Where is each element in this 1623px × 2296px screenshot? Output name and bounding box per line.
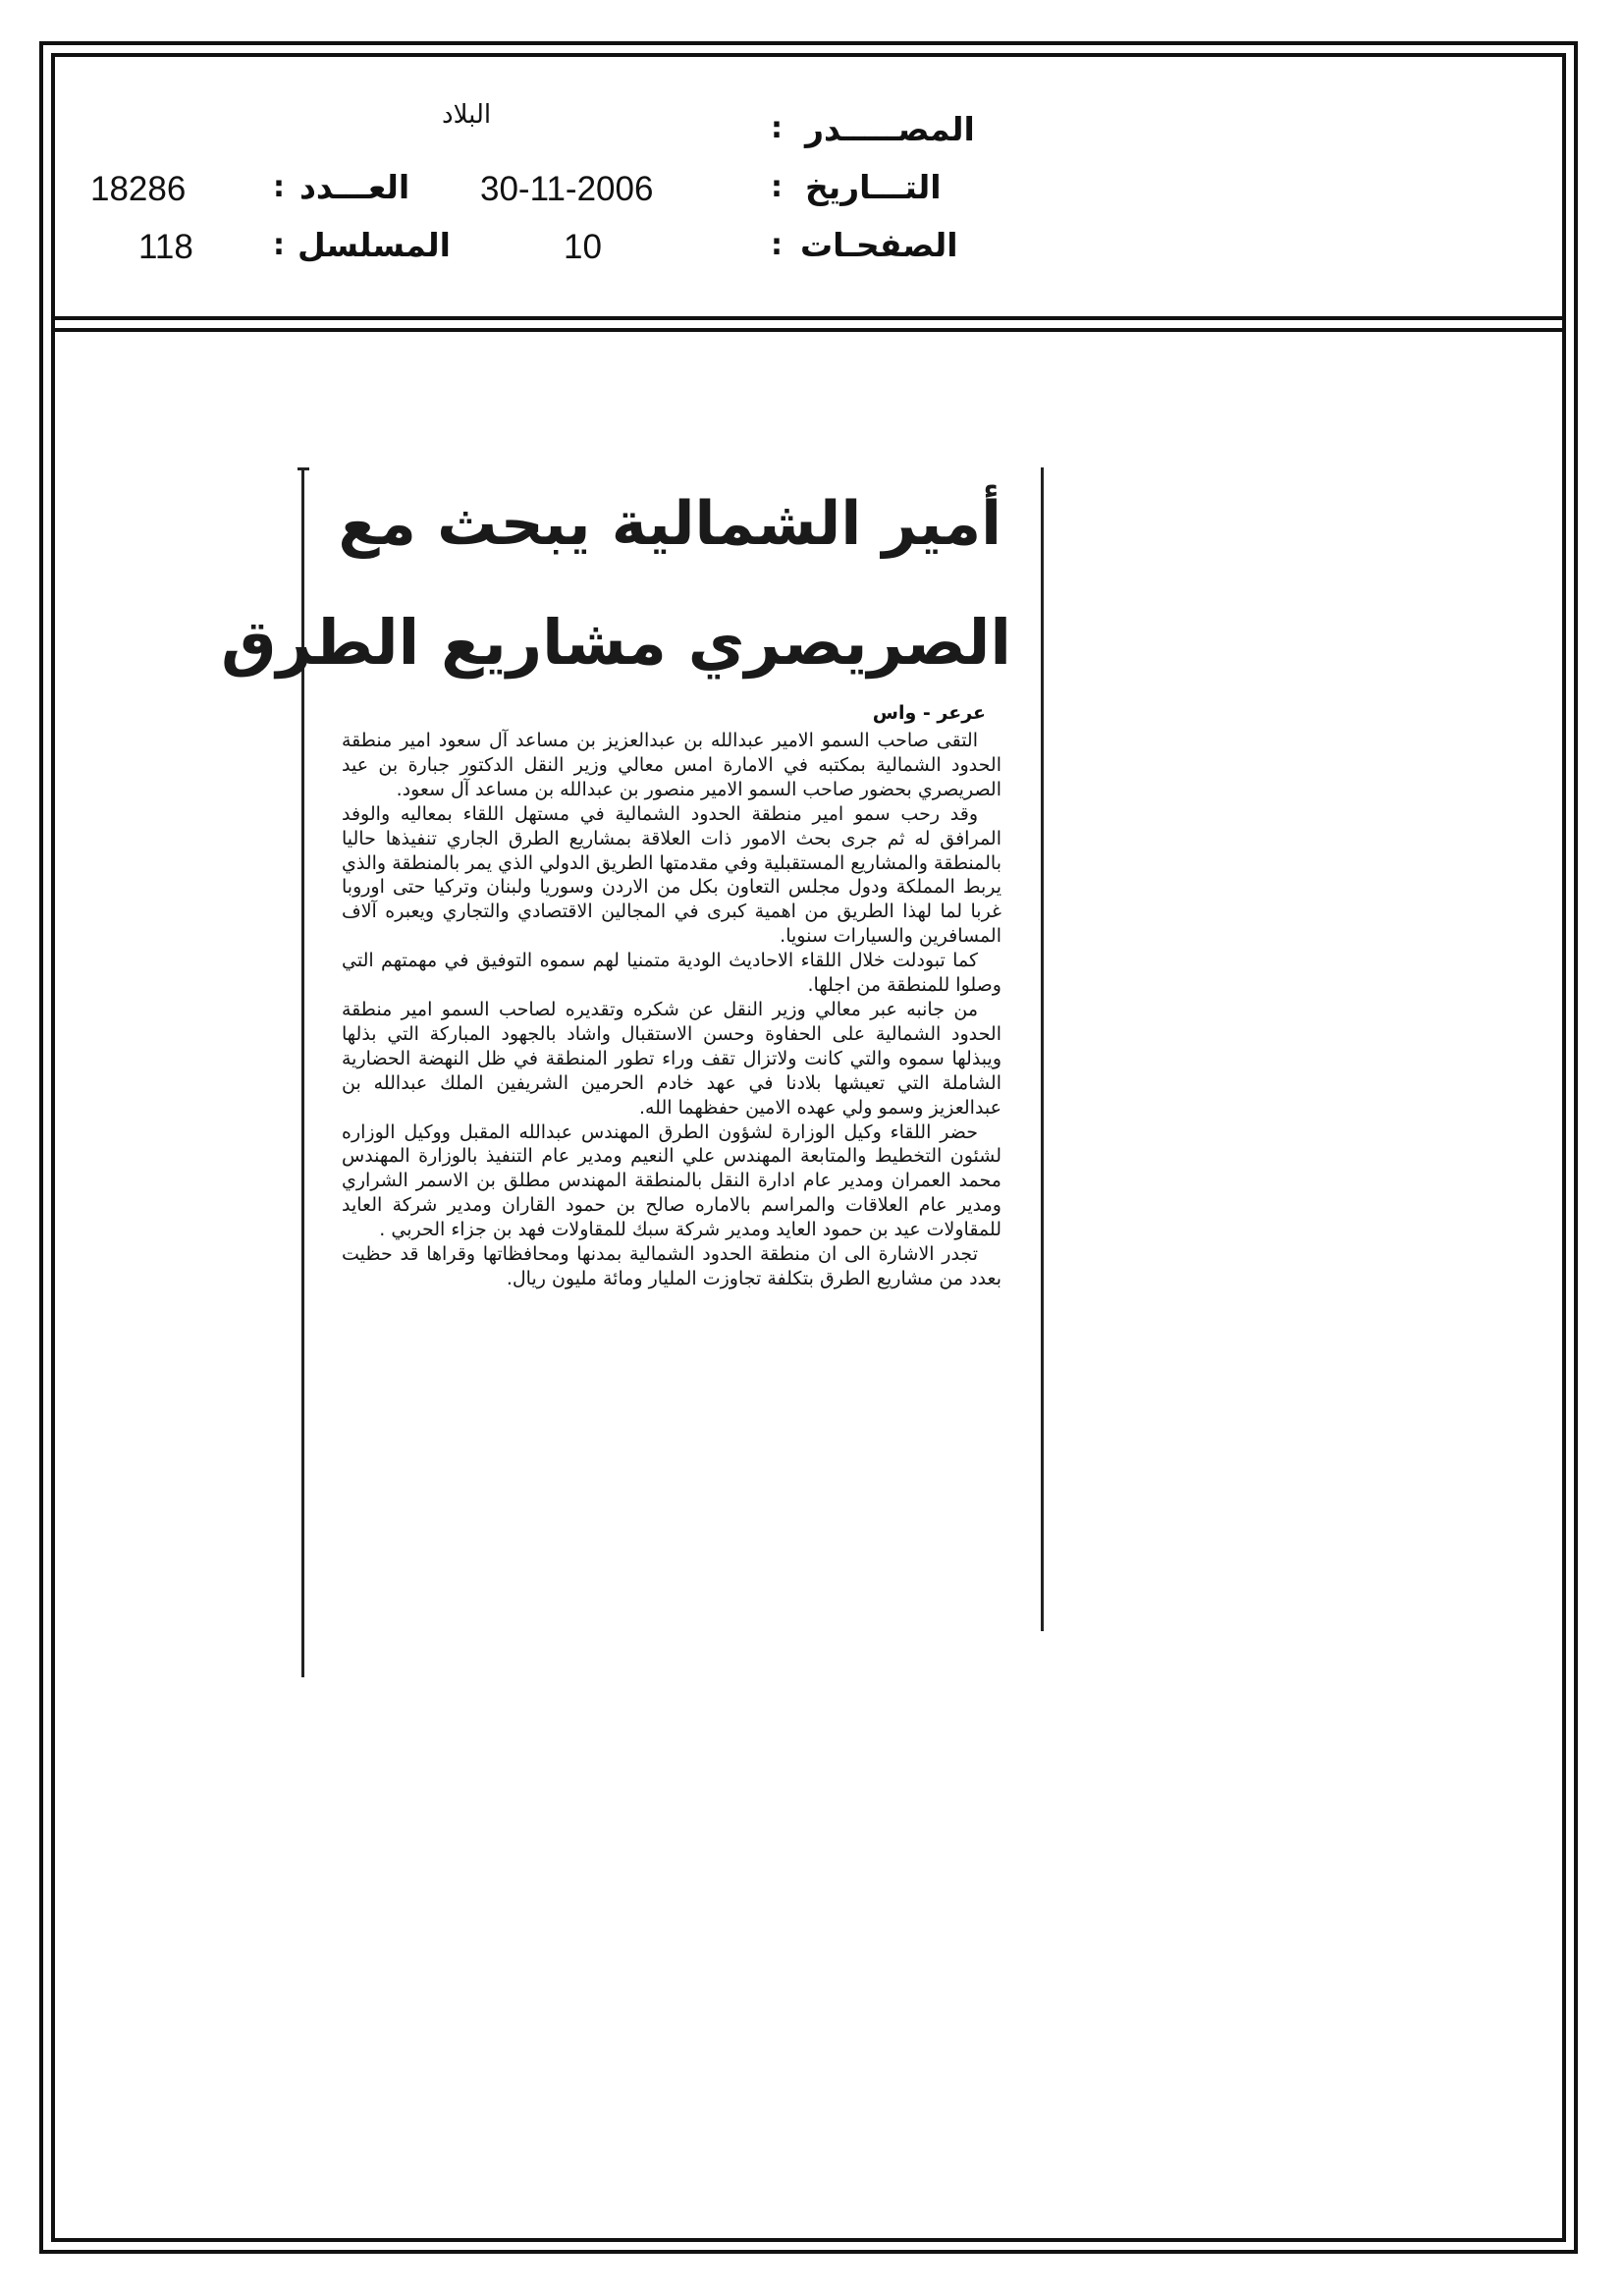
article-body: [342, 729, 1001, 1291]
source-colon: :: [771, 111, 783, 145]
source-value: البلاد: [442, 100, 492, 130]
article-paragraph: التقى صاحب السمو الامير عبدالله بن عبدالعزيز بن مساعد آل سعود امير منطقة الحدود الشمالية بمكتبه في الامارة امس معالي وزير النقل الدكتور جبارة بن عيد الصريصري بحضور صاحب السمو الامير منصور بن عبدالله بن مساعد آل سعود.: [342, 730, 1001, 800]
article-paragraph: وقد رحب سمو امير منطقة الحدود الشمالية في مستهل اللقاء بمعاليه والوفد المرافق له ثم جرى بحث الامور ذات العلاقة بمشاريع الطرق الجاري تنفيذها حاليا بالمنطقة والمشاريع المستقبلية وفي مقدمتها الطريق الدولي الذي يمر بالمنطقة والذي يربط المملكة ودول مجلس التعاون بكل من الاردن وسوريا ولبنان وتركيا حتى اوروبا غربا لما لهذا الطريق من اهمية كبرى في المجالين الاقتصادي والتجاري ويعبره آلاف المسافرين والسيارات سنويا.: [342, 802, 1001, 948]
clipping-right-rule: [1041, 467, 1044, 1631]
serial-value: 118: [138, 228, 193, 266]
issue-label: العـــدد: [299, 168, 410, 206]
pages-value: 10: [564, 228, 602, 266]
pages-colon: :: [771, 228, 783, 262]
source-label: المصـــــدر: [805, 110, 975, 148]
article-paragraph: تجدر الاشارة الى ان منطقة الحدود الشمالية بمدنها ومحافظاتها وقراها قد حظيت بعدد من مشاريع الطرق بتكلفة تجاوزت المليار ومائة مليون ريال.: [342, 1243, 1001, 1289]
serial-label: المسلسل: [298, 226, 451, 264]
headline-line-2: الصريصري مشاريع الطرق: [221, 607, 1011, 679]
date-label: التـــاريخ: [805, 168, 942, 206]
issue-value: 18286: [90, 170, 187, 208]
date-colon: :: [771, 170, 783, 204]
pages-label: الصفحـات: [800, 226, 958, 264]
serial-colon: :: [273, 228, 285, 262]
headline-line-1: أمير الشمالية يبحث مع: [338, 489, 1001, 559]
issue-colon: :: [273, 170, 285, 204]
article-paragraph: من جانبه عبر معالي وزير النقل عن شكره وتقديره لصاحب السمو امير منطقة الحدود الشمالية على الحفاوة وحسن الاستقبال واشاد بالجهود المباركة التي بذلها ويبذلها سموه والتي كانت ولاتزال تقف وراء تطور المنطقة في ظل النهضة الحضارية الشاملة التي تعيشها بلادنا في عهد خادم الحرمين الشريفين الملك عبدالله بن عبدالعزيز وسمو ولي عهده الامين حفظهما الله.: [342, 998, 1001, 1119]
header-divider-bottom: [51, 328, 1566, 332]
dateline: عرعر - واس: [872, 702, 986, 724]
header-divider-top: [51, 316, 1566, 320]
clipping-corner-tick: [298, 467, 309, 470]
date-value: 30-11-2006: [480, 170, 654, 208]
article-paragraph: حضر اللقاء وكيل الوزارة لشؤون الطرق المهندس عبدالله المقبل ووكيل الوزاره لشئون التخطيط والمتابعة المهندس علي النعيم ومدير عام التنفيذ بالوزارة المهندس محمد العمران ومدير عام ادارة النقل بالمنطقة المهندس مطلق بن الاسمر الشراري ومدير عام العلاقات والمراسم بالاماره صالح بن حمود القاران ومدير شركة العايد للمقاولات عيد بن حمود العايد ومدير شركة سبك للمقاولات فهد بن جزاء الحربي .: [342, 1121, 1001, 1241]
article-paragraph: كما تبودلت خلال اللقاء الاحاديث الودية متمنيا لهم سموه التوفيق في مهمتهم التي وصلوا للمنطقة من اجلها.: [342, 950, 1001, 997]
